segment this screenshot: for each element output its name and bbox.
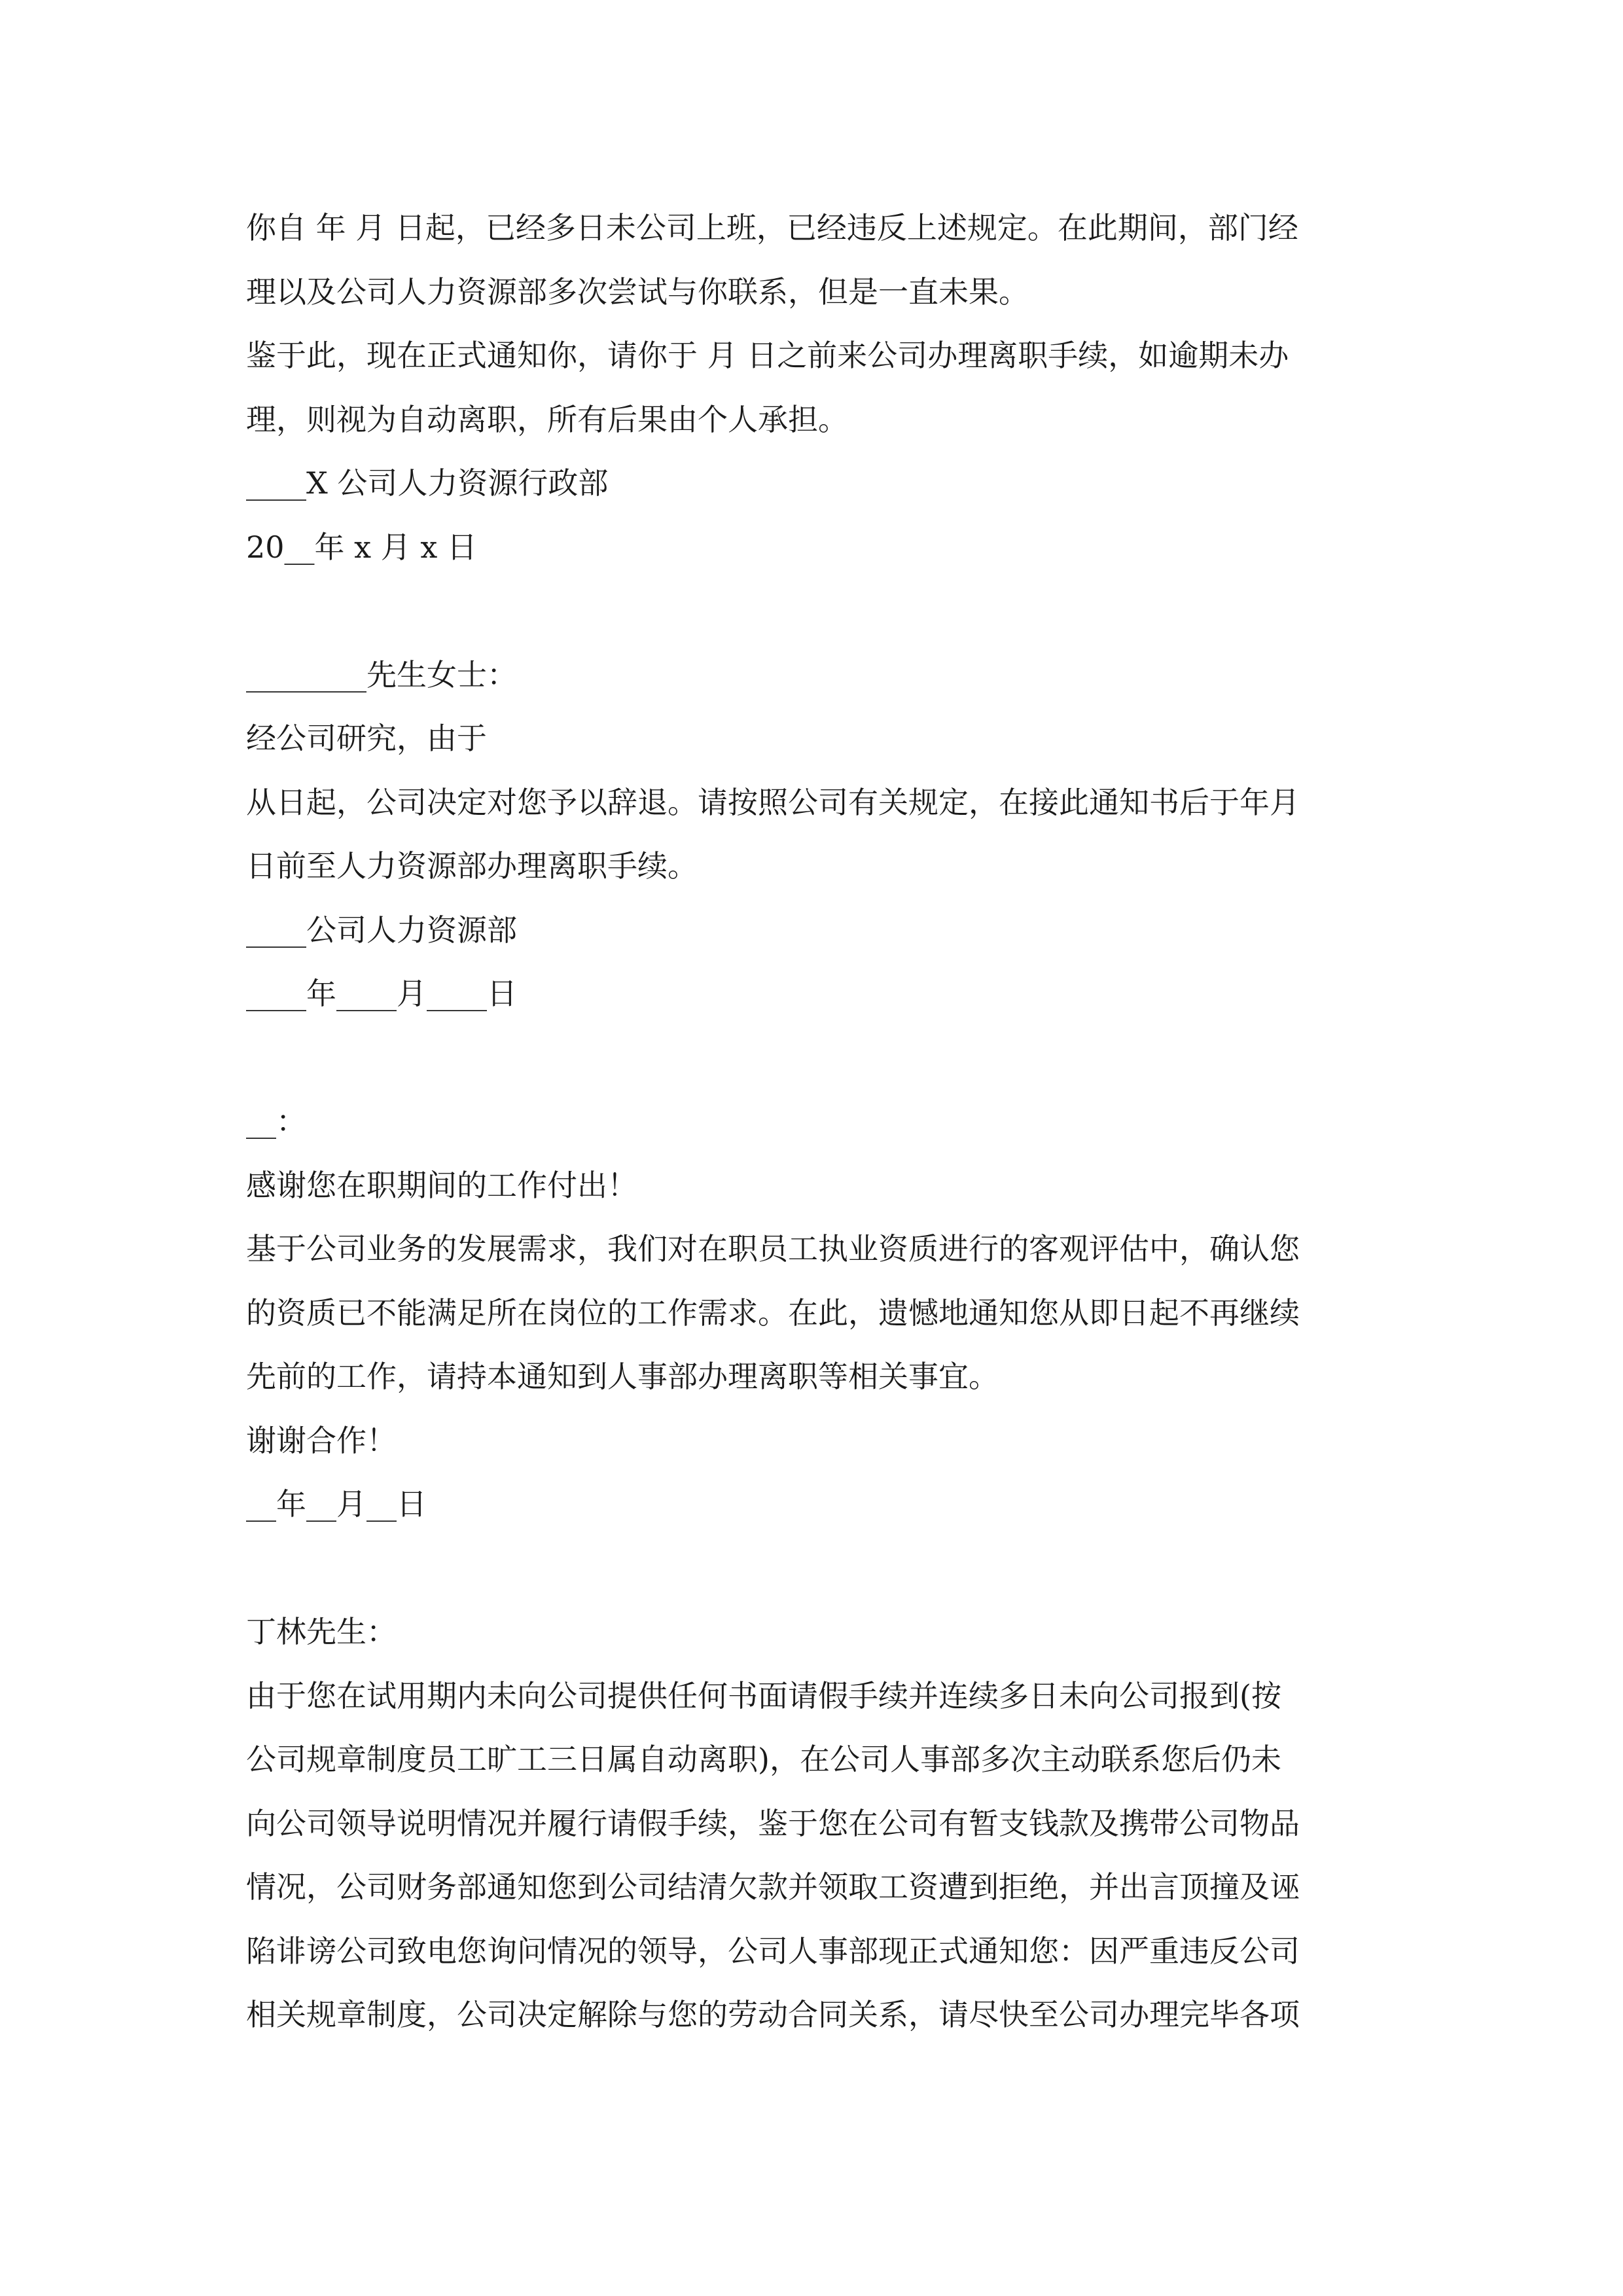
notice1-line-2: 理以及公司人力资源部多次尝试与你联系，但是一直未果。 [246,274,1029,310]
notice3-salutation: __： [246,1103,306,1139]
notice1-line-3: 鉴于此，现在正式通知你，请你于 月 日之前来公司办理离职手续，如逾期未办 [246,338,1289,373]
notice4-line-3: 向公司领导说明情况并履行请假手续，鉴于您在公司有暂支钱款及携带公司物品 [246,1805,1300,1841]
notice2-line-3: 日前至人力资源部办理离职手续。 [246,848,698,884]
spacer [246,1537,1398,1601]
notice3-line-4: 先前的工作，请持本通知到人事部办理离职等相关事宜。 [246,1359,999,1394]
notice1-signature: ____X 公司人力资源行政部 [246,465,609,501]
notice3-line-3: 的资质已不能满足所在岗位的工作需求。在此，遗憾地通知您从即日起不再继续 [246,1295,1300,1331]
notice3-line-1: 感谢您在职期间的工作付出！ [246,1167,637,1203]
notice2-date: ____年____月____日 [246,976,517,1011]
notice4-line-2: 公司规章制度员工旷工三日属自动离职)，在公司人事部多次主动联系您后仍未 [246,1742,1281,1777]
notice2-line-1: 经公司研究，由于 [246,721,487,756]
notice4-line-1: 由于您在试用期内未向公司提供任何书面请假手续并连续多日未向公司报到(按 [246,1677,1281,1713]
notice2-salutation: ________先生女士： [246,656,517,692]
notice1-line-1: 你自 年 月 日起，已经多日未公司上班，已经违反上述规定。在此期间，部门经 [246,210,1298,245]
notice3-line-5: 谢谢合作！ [246,1422,397,1458]
notice2-line-2: 从日起，公司决定对您予以辞退。请按照公司有关规定，在接此通知书后于年月 [246,784,1300,820]
notice1-date: 20__年 x 月 x 日 [246,529,477,565]
notice3-date: __年__月__日 [246,1486,427,1522]
document-body [246,196,1398,2047]
spacer [246,1026,1398,1090]
notice4-line-4: 情况，公司财务部通知您到公司结清欠款并领取工资遭到拒绝，并出言顶撞及诬 [246,1869,1300,1905]
notice4-line-6: 相关规章制度，公司决定解除与您的劳动合同关系，请尽快至公司办理完毕各项 [246,1997,1300,2032]
notice1-line-4: 理，则视为自动离职，所有后果由个人承担。 [246,401,848,437]
notice3-line-2: 基于公司业务的发展需求，我们对在职员工执业资质进行的客观评估中，确认您 [246,1231,1300,1266]
spacer [246,579,1398,643]
notice4-line-5: 陷诽谤公司致电您询问情况的领导，公司人事部现正式通知您：因严重违反公司 [246,1933,1300,1969]
notice4-salutation: 丁林先生： [246,1614,397,1649]
notice2-signature: ____公司人力资源部 [246,912,517,948]
